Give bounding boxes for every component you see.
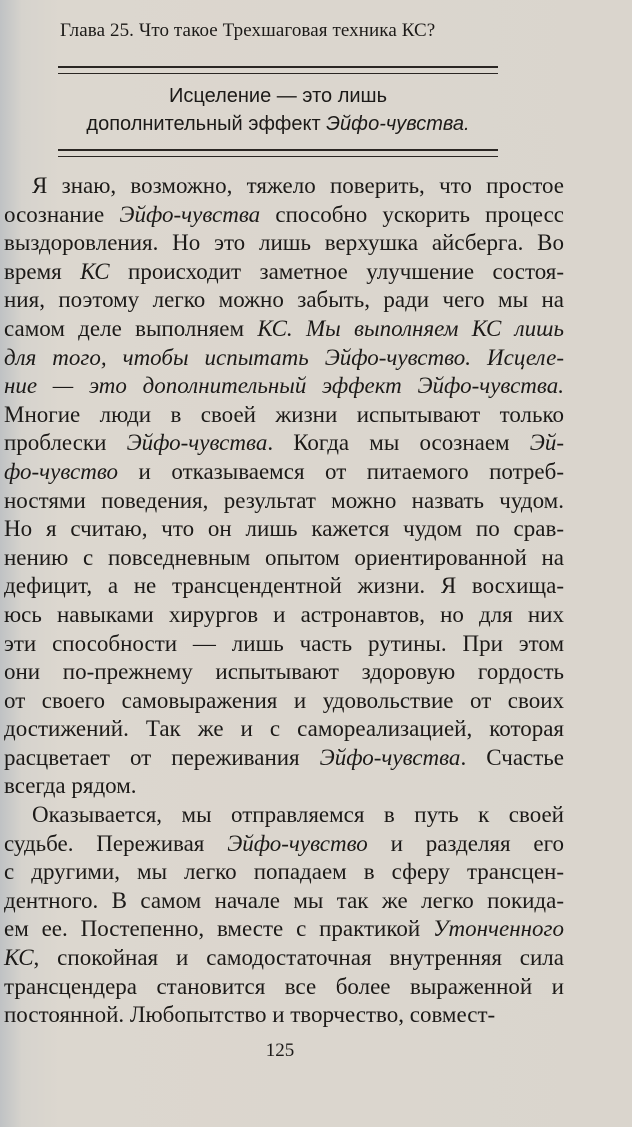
italic-text: ние — это дополнительный эффект Эйфо-чувства. (4, 373, 564, 399)
text-segment: проблески (4, 430, 127, 456)
callout-line-2-italic: Эйфо-чувства. (326, 113, 470, 135)
text-segment: ем ее. Постепенно, вместе с практикой (4, 916, 434, 942)
text-line (4, 973, 564, 1002)
text-line (4, 458, 564, 487)
text-line (4, 544, 564, 573)
running-head: Глава 25. Что такое Трехшаговая техника КС? (60, 20, 436, 41)
text-segment: нению с повседневным опытом ориентированной на (4, 544, 564, 570)
text-line (4, 772, 564, 801)
text-line (4, 858, 564, 887)
italic-text: Эйфо-чувство (227, 830, 368, 856)
text-segment: постоянной. Любопытство и творчество, совмест- (4, 1002, 496, 1028)
italic-text: Эйфо-чувства (119, 201, 261, 227)
text-line (4, 915, 564, 944)
text-line (4, 286, 564, 315)
text-segment: достижений. Так же и с самореализацией, которая (4, 716, 564, 742)
italic-text: КС (4, 945, 34, 971)
text-segment: юсь навыками хирургов и астронавтов, но для них (4, 601, 564, 627)
italic-text: для того, чтобы испытать Эйфо-чувство. Исцеле- (4, 344, 564, 370)
text-segment: выздоровления. Но это лишь верхушка айсберга. Во (4, 230, 564, 256)
text-segment: Оказывается, мы отправляемся в путь к своей (32, 802, 564, 828)
italic-text: КС (80, 258, 110, 284)
text-line (4, 1001, 564, 1030)
text-segment: ния, поэтому легко можно забыть, ради чего мы на (4, 287, 564, 313)
text-line (4, 201, 564, 230)
text-segment: . Когда мы осознаем (267, 430, 530, 456)
text-segment: расцветает от переживания (4, 744, 320, 770)
text-segment: эти способности — лишь часть рутины. При этом (4, 630, 564, 656)
callout-top-rule (58, 66, 498, 74)
text-line (4, 229, 564, 258)
text-segment: Но я считаю, что он лишь кажется чудом по срав- (4, 516, 564, 542)
text-segment: время (4, 258, 81, 284)
text-segment: ностями поведения, результат можно назвать чудом. (4, 487, 564, 513)
text-line (4, 830, 564, 859)
callout-line-2-text: дополнительный эффект (86, 113, 327, 135)
text-segment: Я знаю, возможно, тяжело поверить, что простое (32, 173, 564, 198)
text-line (4, 572, 564, 601)
text-line (4, 515, 564, 544)
callout-line-2 (58, 110, 498, 138)
page-number: 125 (265, 1040, 295, 1061)
italic-text: Утонченного (433, 916, 564, 942)
italic-text: КС. Мы выполняем КС лишь (257, 315, 564, 341)
italic-text: Эйфо-чувства (126, 430, 268, 456)
text-segment: и отказываемся от питаемого потреб- (118, 458, 564, 484)
text-line (4, 258, 564, 287)
text-line (4, 715, 564, 744)
text-line (4, 429, 564, 458)
text-segment: и разделяя его (367, 830, 564, 856)
callout-box (58, 82, 498, 138)
text-line (4, 944, 564, 973)
text-segment: они по-прежнему испытывают здоровую гордость (4, 659, 564, 685)
text-line (4, 401, 564, 430)
text-segment: , спокойная и самодостаточная внутренняя сила (33, 945, 564, 971)
text-line (4, 372, 564, 401)
text-line (4, 687, 564, 716)
text-segment: осознание (4, 201, 120, 227)
text-segment: всегда рядом. (4, 773, 137, 799)
text-segment: с другими, мы легко попадаем в сферу трансцен- (4, 859, 564, 885)
text-segment: дефицит, а не трансцендентной жизни. Я восхища- (4, 573, 564, 599)
text-line (4, 344, 564, 373)
italic-text: фо-чувство (4, 458, 119, 484)
text-segment: способно ускорить процесс (260, 201, 564, 227)
text-line (4, 658, 564, 687)
text-line (4, 315, 564, 344)
text-segment: судьбе. Переживая (4, 830, 228, 856)
text-line (4, 172, 564, 201)
paragraph-2 (4, 801, 564, 1030)
text-segment: происходит заметное улучшение состоя- (109, 258, 565, 284)
text-line (4, 887, 564, 916)
callout-bottom-rule (58, 149, 498, 157)
text-segment: . Счастье (460, 744, 564, 770)
text-line (4, 630, 564, 659)
italic-text: Эй- (529, 430, 564, 456)
text-line (4, 487, 564, 516)
text-line (4, 601, 564, 630)
body-text (4, 172, 564, 1030)
text-segment: трансцендера становится все более выраженной и (4, 973, 564, 999)
text-segment: самом деле выполняем (4, 315, 258, 341)
text-segment: Многие люди в своей жизни испытывают только (4, 401, 564, 427)
text-segment: от своего самовыражения и удовольствие от своих (4, 687, 564, 713)
paragraph-1 (4, 172, 564, 801)
text-segment: дентного. В самом начале мы так же легко покида- (4, 887, 564, 913)
text-line (4, 744, 564, 773)
callout-line-1: Исцеление — это лишь (169, 85, 387, 107)
text-line (4, 801, 564, 830)
italic-text: Эйфо-чувства (319, 744, 461, 770)
